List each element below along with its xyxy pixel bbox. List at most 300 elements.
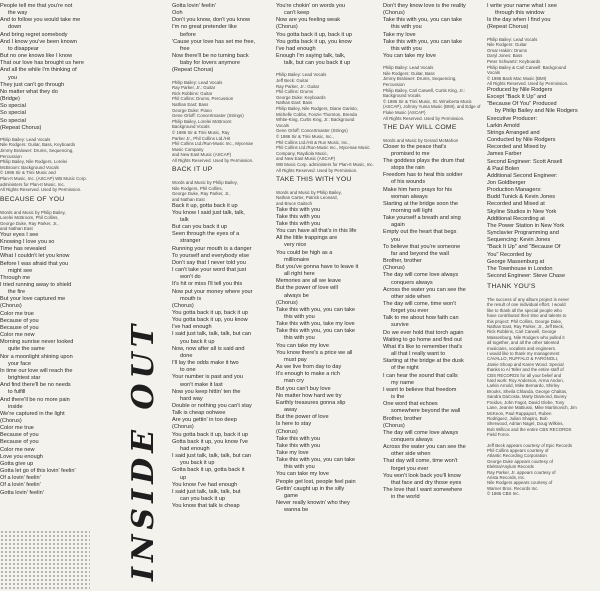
lyric-line: conquers always bbox=[391, 279, 433, 286]
lyric-line: The goddess plays the drum that bbox=[383, 157, 465, 164]
lyric-line: But the power of love will bbox=[276, 285, 338, 292]
production-credit: Budd Tunick & Kevin Jones bbox=[487, 194, 556, 201]
lyric-line: other side when bbox=[391, 293, 431, 300]
lyric-line: (Chorus) bbox=[276, 428, 298, 435]
production-credit: Sequencing: Kevin Jones bbox=[487, 237, 551, 244]
production-credit: Synclavier Programming and bbox=[487, 230, 559, 237]
lyric-line: (Chorus) bbox=[0, 417, 22, 424]
lyric-line: I've had enough bbox=[276, 45, 316, 52]
lyric-line: Take this with you bbox=[276, 442, 321, 449]
production-credit: Recorded and Mixed by bbox=[487, 144, 547, 151]
lyric-line: Now put your money where your bbox=[172, 288, 253, 295]
legal-line: Nile Rodgers appears courtesy of bbox=[487, 480, 553, 486]
credit-line: Vocals bbox=[276, 122, 289, 128]
thanks-line: Rodriguez, Julian Shapiro, Bob bbox=[487, 415, 548, 421]
lyric-line: Enough I'm saying talk, talk, bbox=[276, 53, 346, 60]
lyric-line: I said just talk, talk, talk, but can bbox=[172, 331, 251, 338]
lyric-line: You could be high as a bbox=[276, 249, 333, 256]
lyric-line: Color me new bbox=[0, 332, 35, 339]
lyric-line: You're chokin' on words you bbox=[276, 3, 346, 9]
credit-line: All Rights Reserved. Used by Permission. bbox=[172, 157, 254, 163]
credit-line: Philip Bailey: Lead Vocals bbox=[383, 65, 434, 71]
column-2 bbox=[172, 3, 272, 510]
lyric-line: (Chorus) bbox=[383, 422, 405, 429]
legal-line: Warner Bros. Records Inc. bbox=[487, 485, 539, 491]
lyric-line: Starting at the bridge soon the bbox=[383, 200, 458, 207]
album-title-text: INSIDE OUT bbox=[126, 319, 162, 581]
lyric-line: And to follow you would take me bbox=[0, 17, 81, 24]
lyric-line: And find there'll be no needs bbox=[0, 382, 71, 389]
credit-line: Nile Rodgers: Guitar, Bass, Keyboards bbox=[0, 142, 76, 148]
songwriter-credit: Words and Music by Gerard McMahon bbox=[383, 137, 459, 143]
column-3 bbox=[276, 3, 378, 514]
lyric-line: Is here to stay bbox=[276, 421, 312, 428]
credit-line: Phil Collins: Drums bbox=[276, 89, 314, 95]
legal-line: Arista Records, Inc. bbox=[487, 474, 526, 480]
lyric-line: (Chorus) bbox=[383, 10, 405, 17]
credit-line: Philip Bailey: Lead Vocals bbox=[0, 136, 51, 142]
lyric-line: millionaire bbox=[284, 256, 310, 263]
thanks-line: hard work: Roy Anderson, Arma Andon, bbox=[487, 378, 564, 384]
thanks-line: Field Force. bbox=[487, 432, 511, 438]
lyric-line: People tell me that you're not bbox=[0, 3, 73, 9]
lyric-line: They just can't go through bbox=[0, 81, 65, 88]
lyric-line: very nice bbox=[284, 242, 307, 249]
songwriter-credit: and Bruce Gaitsch bbox=[276, 201, 313, 207]
credit-line: Jeff Beck: Guitar bbox=[276, 78, 309, 83]
lyric-line: inside bbox=[8, 403, 23, 410]
lyric-line: this with you bbox=[284, 335, 315, 342]
lyric-line: Your number is past and you bbox=[172, 374, 244, 381]
credit-line: and New East Music (ASCAP) bbox=[172, 152, 232, 158]
lyric-line: Time has revealed bbox=[0, 246, 46, 253]
lyric-line: won't make it last bbox=[180, 381, 223, 388]
lyric-line: But can you back it up bbox=[172, 224, 228, 231]
thanks-line: Brooks, Sheila Chlanda, George Chaltas, bbox=[487, 388, 568, 394]
thanks-line: Nathan East, Ray Parker, Jr., Jeff Beck, bbox=[487, 324, 565, 330]
lyric-line: But the power of love bbox=[276, 414, 329, 421]
lyric-line: is the bbox=[391, 394, 405, 401]
lyric-line: through this window bbox=[495, 10, 545, 17]
production-credit: Produced by Nile Rodgers bbox=[487, 86, 553, 93]
credit-line: Gene Orloff: Concertmaster (Strings) bbox=[172, 113, 244, 119]
legal-line: Phil Collins appears courtesy of bbox=[487, 447, 549, 453]
credit-line: Philip Bailey, Nile Rodgers, Diane Garisto, bbox=[276, 105, 358, 111]
section-title: THANK YOU'S bbox=[487, 283, 536, 291]
lyric-line: You gotta back it up, you know bbox=[172, 317, 248, 324]
credit-line: Daryl Jones: Bass bbox=[487, 53, 523, 59]
production-credit: "Back It Up" and "Because Of bbox=[487, 244, 561, 251]
lyric-line: can you back it up bbox=[180, 496, 226, 503]
production-credit: The Townhouse in London bbox=[487, 265, 553, 272]
lyric-line: won't do bbox=[180, 274, 201, 281]
lyric-line: Starting at the bridge at the dusk bbox=[383, 358, 464, 365]
lyric-line: (Chorus) bbox=[172, 302, 194, 309]
credit-line: Omar Hakim: Drums bbox=[487, 47, 528, 53]
credit-line: Nathan East: Bass bbox=[172, 101, 209, 107]
lyric-line: can't keep bbox=[284, 10, 310, 17]
lyric-line: What I couldn't let you know bbox=[0, 253, 70, 260]
lyric-line: Now, now after all is said and bbox=[172, 345, 245, 352]
lyric-line: It's enough to make a rich bbox=[276, 371, 340, 378]
lyric-line: Gotta back it up, you know I've bbox=[172, 438, 249, 445]
lyric-line: Color me true bbox=[0, 310, 34, 317]
lyric-line: And all the while I'm thinking of bbox=[0, 67, 77, 74]
songwriter-credit: Lorelei McBroom, Phil Collins, bbox=[0, 215, 59, 221]
song-title: THE DAY WILL COME bbox=[383, 124, 457, 132]
lyric-line: this with you bbox=[391, 24, 422, 31]
credit-line: All Rights Reserved. Used by Permission. bbox=[383, 115, 465, 121]
lyric-line: You can have all that's in this life bbox=[276, 228, 357, 235]
lyric-line: The day will come love always bbox=[383, 272, 459, 279]
lyric-line: Ooh bbox=[172, 10, 183, 17]
thanks-line: have contributed their time and talents to bbox=[487, 313, 567, 319]
lyric-line: One word that echoes bbox=[383, 401, 438, 408]
production-credit: Production Managers: bbox=[487, 187, 542, 194]
lyric-line: You know I said just talk, talk, bbox=[172, 209, 245, 216]
lyric-line: woman always bbox=[391, 193, 428, 200]
lyric-line: other side when bbox=[391, 451, 431, 458]
thanks-line: The success of any album project is never bbox=[487, 296, 569, 302]
lyric-line: your face bbox=[8, 360, 32, 367]
lyric-line: (Chorus) bbox=[383, 265, 405, 272]
credit-line: Phil Collins Ltd./Hit & Run Music, Inc., bbox=[276, 139, 350, 145]
lyric-line: Take this with you, you can take bbox=[276, 328, 355, 335]
production-credit: Second Engineer: Steve Chase bbox=[487, 273, 566, 280]
lyric-line: You gotta back it up, back it up bbox=[172, 309, 248, 316]
lyric-line: Take this with you, you can take bbox=[383, 38, 462, 45]
lyric-line: Is the day when I find you bbox=[487, 17, 551, 24]
lyric-line: (Chorus) bbox=[172, 424, 194, 431]
production-credit: The Power Station in New York bbox=[487, 222, 565, 229]
lyric-line: far and beyond the wall bbox=[391, 250, 449, 257]
lyric-line: And there'll be no more pain bbox=[0, 396, 70, 403]
lyric-line: baby for lovers anymore bbox=[180, 60, 241, 67]
lyric-line: Waiting to go home and find out bbox=[383, 336, 462, 343]
lyric-line: You know there's a price we all bbox=[276, 349, 353, 356]
credit-line: Rick Robbins: Guitar bbox=[172, 90, 213, 96]
lyric-line: Take my love bbox=[276, 449, 309, 456]
credit-line: and New East Music (ASCAP) bbox=[276, 156, 336, 162]
lyric-line: Gotta back it up, gotta back it bbox=[172, 467, 245, 474]
lyric-line: Morning sunrise never looked bbox=[0, 339, 74, 346]
lyric-line: conquers always bbox=[391, 436, 433, 443]
production-credit: "Because Of You" Produced bbox=[487, 101, 557, 108]
lyric-line: But you can't buy love bbox=[276, 385, 331, 392]
credit-line: Vocals bbox=[487, 70, 500, 76]
lyric-line: Don't you know, don't you know bbox=[172, 17, 251, 24]
lyric-line: that face and dry those eyes bbox=[391, 479, 462, 486]
lyric-line: And I know you've been known bbox=[0, 38, 77, 45]
credit-line: Gene Orloff: Concertmaster (Strings) bbox=[276, 128, 348, 134]
lyric-line: You won't look back you'll know bbox=[383, 472, 461, 479]
credit-line: Fluke Music (ASCAP) bbox=[383, 110, 426, 115]
credit-line: Michelle Cobbs, Fonzie Thornton, Brenda bbox=[276, 111, 357, 117]
lyric-line: Your eyes I see bbox=[0, 231, 39, 238]
lyric-line: To believe that you're someone bbox=[383, 243, 461, 250]
credit-line: Nile Rodgers: Guitar bbox=[487, 42, 527, 48]
lyric-line: We're captured in the light bbox=[0, 410, 65, 417]
credit-line: Company, Raydiola Music, bbox=[276, 150, 328, 156]
lyric-line: Now there'll be no turning back bbox=[172, 53, 249, 60]
production-credit: Conducted by Nile Rodgers bbox=[487, 137, 556, 144]
lyric-line: You gotta back it up, back it up bbox=[172, 431, 248, 438]
production-credit: Executive Producer: bbox=[487, 115, 538, 122]
song-title: BACK IT UP bbox=[172, 166, 213, 174]
production-credit: Recorded and Mixed at bbox=[487, 201, 545, 208]
lyric-line: Take this with you bbox=[276, 213, 321, 220]
songwriter-credit: and Nathan East bbox=[0, 226, 33, 232]
lyric-line: I said just talk, talk, talk, but can bbox=[172, 453, 251, 460]
credit-line: Philip Bailey: Lead Vocals bbox=[172, 79, 223, 85]
lyric-line: my name bbox=[391, 379, 415, 386]
lyric-line: talk, but can you back it up bbox=[284, 60, 351, 67]
credit-line: Philip Bailey, Lorelei McBroom: bbox=[172, 118, 233, 124]
song-title: TAKE THIS WITH YOU bbox=[276, 176, 352, 184]
lyric-line: up bbox=[180, 474, 187, 481]
legal-line: George Duke appears courtesy of bbox=[487, 458, 553, 464]
production-credit: & Paul Bolen bbox=[487, 165, 520, 172]
lyric-line: I'm no great pretender like bbox=[172, 24, 237, 31]
lyric-line: all right here bbox=[284, 271, 315, 278]
production-credit: You" Recorded by bbox=[487, 251, 532, 258]
lyric-line: Memories are all we leave bbox=[276, 278, 341, 285]
lyric-line: Are you gettin' in too deep bbox=[172, 417, 237, 424]
thanks-line: CAVALLO, RUFFALO & FARGNOLI, bbox=[487, 356, 559, 362]
lyric-line: But you've gonna have to leave it bbox=[276, 263, 359, 270]
lyric-line: Don't they know love is the reality bbox=[383, 3, 466, 9]
lyric-line: Take yourself a breath and sing bbox=[383, 215, 461, 222]
lyric-line: hard way bbox=[180, 395, 203, 402]
production-credit: Strings Arranged and bbox=[487, 129, 540, 136]
legal-line: Atlantic Recording Corporation bbox=[487, 453, 547, 459]
thanks-line: musicians, vocalists and engineers. bbox=[487, 345, 557, 351]
lyric-line: (Repeat Chorus) bbox=[0, 124, 42, 131]
credit-line: © 1986 Sir & Trini Music, Ray bbox=[172, 129, 230, 135]
credit-line: Percussion bbox=[383, 82, 405, 88]
thanks-line: I would like to thank my management bbox=[487, 351, 560, 357]
lyric-line: Gotta lovin' feelin' bbox=[172, 3, 216, 9]
lyric-line: I write your name what I see bbox=[487, 3, 557, 9]
lyric-line: People get lost, people feel pain bbox=[276, 478, 356, 485]
lyric-line: You can take my love bbox=[276, 342, 329, 349]
lyric-line: Earthly treasures gonna slip bbox=[276, 399, 346, 406]
lyric-line: morning will light bbox=[391, 207, 433, 214]
thanks-line: CBS RECORDS for all your belief and bbox=[487, 372, 562, 378]
lyric-line: In time our love will reach the bbox=[0, 367, 73, 374]
production-credit: Larkin Arnold bbox=[487, 122, 520, 129]
lyric-line: Because of you bbox=[0, 324, 39, 331]
lyric-line: Because of you bbox=[0, 439, 39, 446]
lyric-line: again bbox=[391, 222, 405, 229]
lyric-line: to disappear bbox=[8, 45, 39, 52]
lyric-line: I want to believe that freedom bbox=[383, 386, 457, 393]
lyric-line: Brother, brother bbox=[383, 258, 422, 265]
credit-line: (ASCAP), Johnny Yuma Music (BMI), and Edge of bbox=[383, 104, 481, 110]
lyric-line: Running your mouth is a danger bbox=[172, 245, 252, 252]
lyric-line: this with you bbox=[284, 314, 315, 321]
lyric-line: No matter what they do bbox=[0, 88, 58, 95]
lyric-line: Gotta let go of this lovin' feelin' bbox=[0, 468, 76, 475]
credit-line: Background Vocals bbox=[172, 124, 210, 130]
lyric-line: I'll lay the odds make it two bbox=[172, 360, 239, 367]
lyric-line: I said just talk, talk, talk, but bbox=[172, 488, 241, 495]
lyric-line: wanna be bbox=[284, 507, 309, 514]
lyric-line: forget you ever bbox=[391, 465, 429, 472]
lyric-line: Take this with you bbox=[276, 435, 321, 442]
credit-line: Peter Schwartz: Keyboards bbox=[487, 59, 541, 64]
lyric-line: I can't take your word that just bbox=[172, 267, 247, 274]
credit-line: Philip Bailey, Nile Rodgers, Lorelei bbox=[0, 159, 68, 165]
thanks-line: the result of one individual effort. I would bbox=[487, 302, 566, 308]
credit-line: Plan-It Music, Inc. (ASCAP) WB Music Corp. bbox=[0, 175, 87, 181]
lyric-line: you bbox=[391, 236, 401, 243]
legal-line: Elektra/Asylum Records bbox=[487, 464, 534, 470]
credit-line: © 1986 Sir & Trini Music, Inc., bbox=[276, 133, 334, 139]
lyric-line: Take this with you bbox=[276, 206, 321, 213]
credit-line: Percussion bbox=[0, 153, 22, 159]
lyric-line: Now you keep hittin' ten the bbox=[172, 388, 241, 395]
lyric-line: And bring regret somebody bbox=[0, 31, 68, 38]
production-credit: Additional Recording at bbox=[487, 215, 545, 222]
thanks-line: McKeon, Paul Rappaport, Ruben bbox=[487, 410, 552, 416]
credit-line: Nathan East: Bass bbox=[276, 100, 313, 106]
lyric-line: (Chorus) bbox=[276, 24, 298, 31]
production-credit: Except "Back It Up" and bbox=[487, 94, 547, 101]
lyric-line: The love that I want somewhere bbox=[383, 487, 463, 494]
lyric-line: Take this with you, you can take bbox=[276, 457, 355, 464]
lyric-line: to one bbox=[180, 367, 196, 374]
lyric-line: done bbox=[180, 352, 193, 359]
thanks-line: all together, and all the other talented bbox=[487, 340, 560, 346]
songwriter-credit: Nile Rodgers, Phil Collins, bbox=[172, 185, 223, 191]
credit-line: All Rights Reserved. Used by Permission. bbox=[276, 167, 358, 173]
lyric-line: brightest star bbox=[8, 375, 41, 382]
column-1 bbox=[0, 3, 108, 497]
songwriter-credit: George Duke, Ray Parker, Jr., bbox=[172, 191, 231, 197]
lyric-line: Freedom has to heal this soldier bbox=[383, 172, 463, 179]
halftone-dot-pattern bbox=[0, 530, 90, 591]
lyric-line: Don't say that I never told you bbox=[172, 259, 246, 266]
credit-line: Phil Collins Ltd./Run-Music Inc., Mycenae Music bbox=[276, 145, 370, 151]
credit-line: © 1986 Sir & Trini Music and bbox=[0, 170, 56, 176]
thanks-line: Lane, Jeanne Mattiussi, Mike Martinovich, Jim bbox=[487, 405, 577, 411]
lyric-line: So special bbox=[0, 103, 26, 110]
lyric-line: You can take my love bbox=[383, 53, 436, 60]
lyric-line: Take my love bbox=[383, 31, 416, 38]
credit-line: WB Music Corp. administers for Plan-It Music, Inc. bbox=[276, 161, 374, 167]
lyric-line: That our love has brought us here bbox=[0, 60, 84, 67]
song-title: BECAUSE OF YOU bbox=[0, 195, 65, 203]
lyric-line: I've had enough bbox=[172, 324, 212, 331]
credit-line: administers for Plan-It Music, Inc. bbox=[0, 181, 65, 187]
lyric-line: You gotta back it up, you know bbox=[276, 38, 352, 45]
lyric-line: in the world bbox=[391, 494, 420, 501]
lyric-line: Gotta lovin' feelin' bbox=[0, 489, 44, 496]
production-credit: Second Engineer: Scott Ansell bbox=[487, 158, 563, 165]
lyric-line: Across the water you can see the bbox=[383, 444, 466, 451]
lyric-line: all that I really want to bbox=[391, 351, 446, 358]
credit-line: McBroom: Background Vocals bbox=[0, 164, 59, 170]
lyric-line: Before I was afraid that you bbox=[0, 260, 69, 267]
lyric-line: this with you bbox=[284, 464, 315, 471]
lyric-line: free bbox=[180, 45, 190, 52]
lyric-line: stranger bbox=[180, 238, 201, 245]
lyric-line: always be bbox=[284, 292, 309, 299]
lyric-line: talk bbox=[180, 216, 189, 223]
credit-line: Nile Rodgers: Guitar, Bass bbox=[383, 70, 435, 76]
thanks-line: Rick Robbins, Carl Carwell, George bbox=[487, 329, 557, 335]
credit-line: Ray Parker, Jr.: Guitar bbox=[172, 85, 216, 91]
production-credit: James Farber bbox=[487, 151, 522, 158]
lyric-line: Closer to the peace that's bbox=[383, 143, 447, 150]
lyric-line: You know that talk is cheap bbox=[172, 503, 240, 510]
lyric-line: Color me new bbox=[0, 446, 35, 453]
lyric-line: The day will come, time won't bbox=[383, 301, 456, 308]
lyric-line: It's hit or miss I'll tell you this bbox=[172, 281, 243, 288]
thanks-line: Larkin Arnold, Mike Bernardo, Shirley bbox=[487, 383, 560, 389]
credit-line: All Rights Reserved. Used by Permission. bbox=[487, 81, 569, 87]
lyric-line: down bbox=[8, 24, 22, 31]
credit-line: © 1986 Sir & Trini Music, St. Wineberta Music bbox=[383, 98, 472, 104]
lyric-line: 'Cause your love has set me free, bbox=[172, 38, 256, 45]
lyric-line: Of a lovin' feelin' bbox=[0, 475, 41, 482]
lyric-line: you back it up bbox=[180, 460, 215, 467]
thanks-line: thanks to Al Teller and the entire staff of bbox=[487, 367, 564, 373]
lyric-line: before bbox=[180, 31, 196, 38]
lyric-line: Now are you feeling weak bbox=[276, 17, 341, 24]
lyric-line: Talk to me about how faith can bbox=[383, 315, 459, 322]
lyric-line: Through me bbox=[0, 274, 31, 281]
lyric-line: What it's like to remember that's bbox=[383, 343, 463, 350]
production-credit: Skyline Studios in New York bbox=[487, 208, 557, 215]
lyric-line: survive bbox=[391, 322, 409, 329]
lyric-line: of his wounds bbox=[391, 179, 426, 186]
credit-line: George Duke: Keyboards bbox=[276, 94, 326, 100]
lyric-line: Take this with you, you can take bbox=[383, 17, 462, 24]
lyric-line: So special bbox=[0, 117, 26, 124]
lyric-line: you bbox=[8, 74, 18, 81]
credit-line: Music Company bbox=[172, 146, 204, 152]
credit-line: Philip Bailey: Lead Vocals bbox=[487, 36, 538, 42]
lyric-line: the fire bbox=[8, 289, 26, 296]
songwriter-credit: Words and Music by Philip Bailey, bbox=[172, 180, 238, 186]
credit-line: Phil Collins Ltd./Run-Music Inc., Mycenae bbox=[172, 141, 254, 147]
lyric-line: That day will come, time won't bbox=[383, 458, 458, 465]
lyric-line: Love you enough bbox=[0, 453, 43, 460]
lyric-line: Because of you bbox=[0, 317, 39, 324]
production-credit: by Philip Bailey and Nile Rodgers bbox=[495, 108, 578, 115]
lyric-line: (Bridge) bbox=[0, 96, 20, 103]
lyric-line: man cry bbox=[284, 378, 304, 385]
lyric-line: promised to me bbox=[391, 150, 430, 157]
credit-line: © 1986 Back Mac Music (BMI) bbox=[487, 75, 547, 81]
lyric-line: Knowing I love you so bbox=[0, 239, 55, 246]
credit-line: Ray Parker, Jr.: Guitar bbox=[276, 83, 320, 89]
lyric-line: game bbox=[284, 492, 298, 499]
credit-line: Philip Bailey, Carl Carwell, Curtis King, Jr.: bbox=[383, 87, 466, 93]
lyric-line: But no one knows like I know bbox=[0, 53, 73, 60]
lyric-line: The day will come love always bbox=[383, 429, 459, 436]
lyric-line: Talk is cheap oohwee bbox=[172, 410, 226, 417]
thanks-line: Sherwood, Adrian Nagel, Doug Wilkins, bbox=[487, 421, 564, 427]
production-credit: Jon Goldberger bbox=[487, 180, 526, 186]
songwriter-credit: Words and Music by Philip Bailey, bbox=[0, 209, 66, 215]
lyric-line: I tried running away to shield bbox=[0, 282, 72, 289]
lyric-line: No matter how hard we try bbox=[276, 392, 342, 399]
lyric-line: (Repeat Chorus) bbox=[487, 24, 529, 31]
lyric-line: might see bbox=[8, 267, 33, 274]
